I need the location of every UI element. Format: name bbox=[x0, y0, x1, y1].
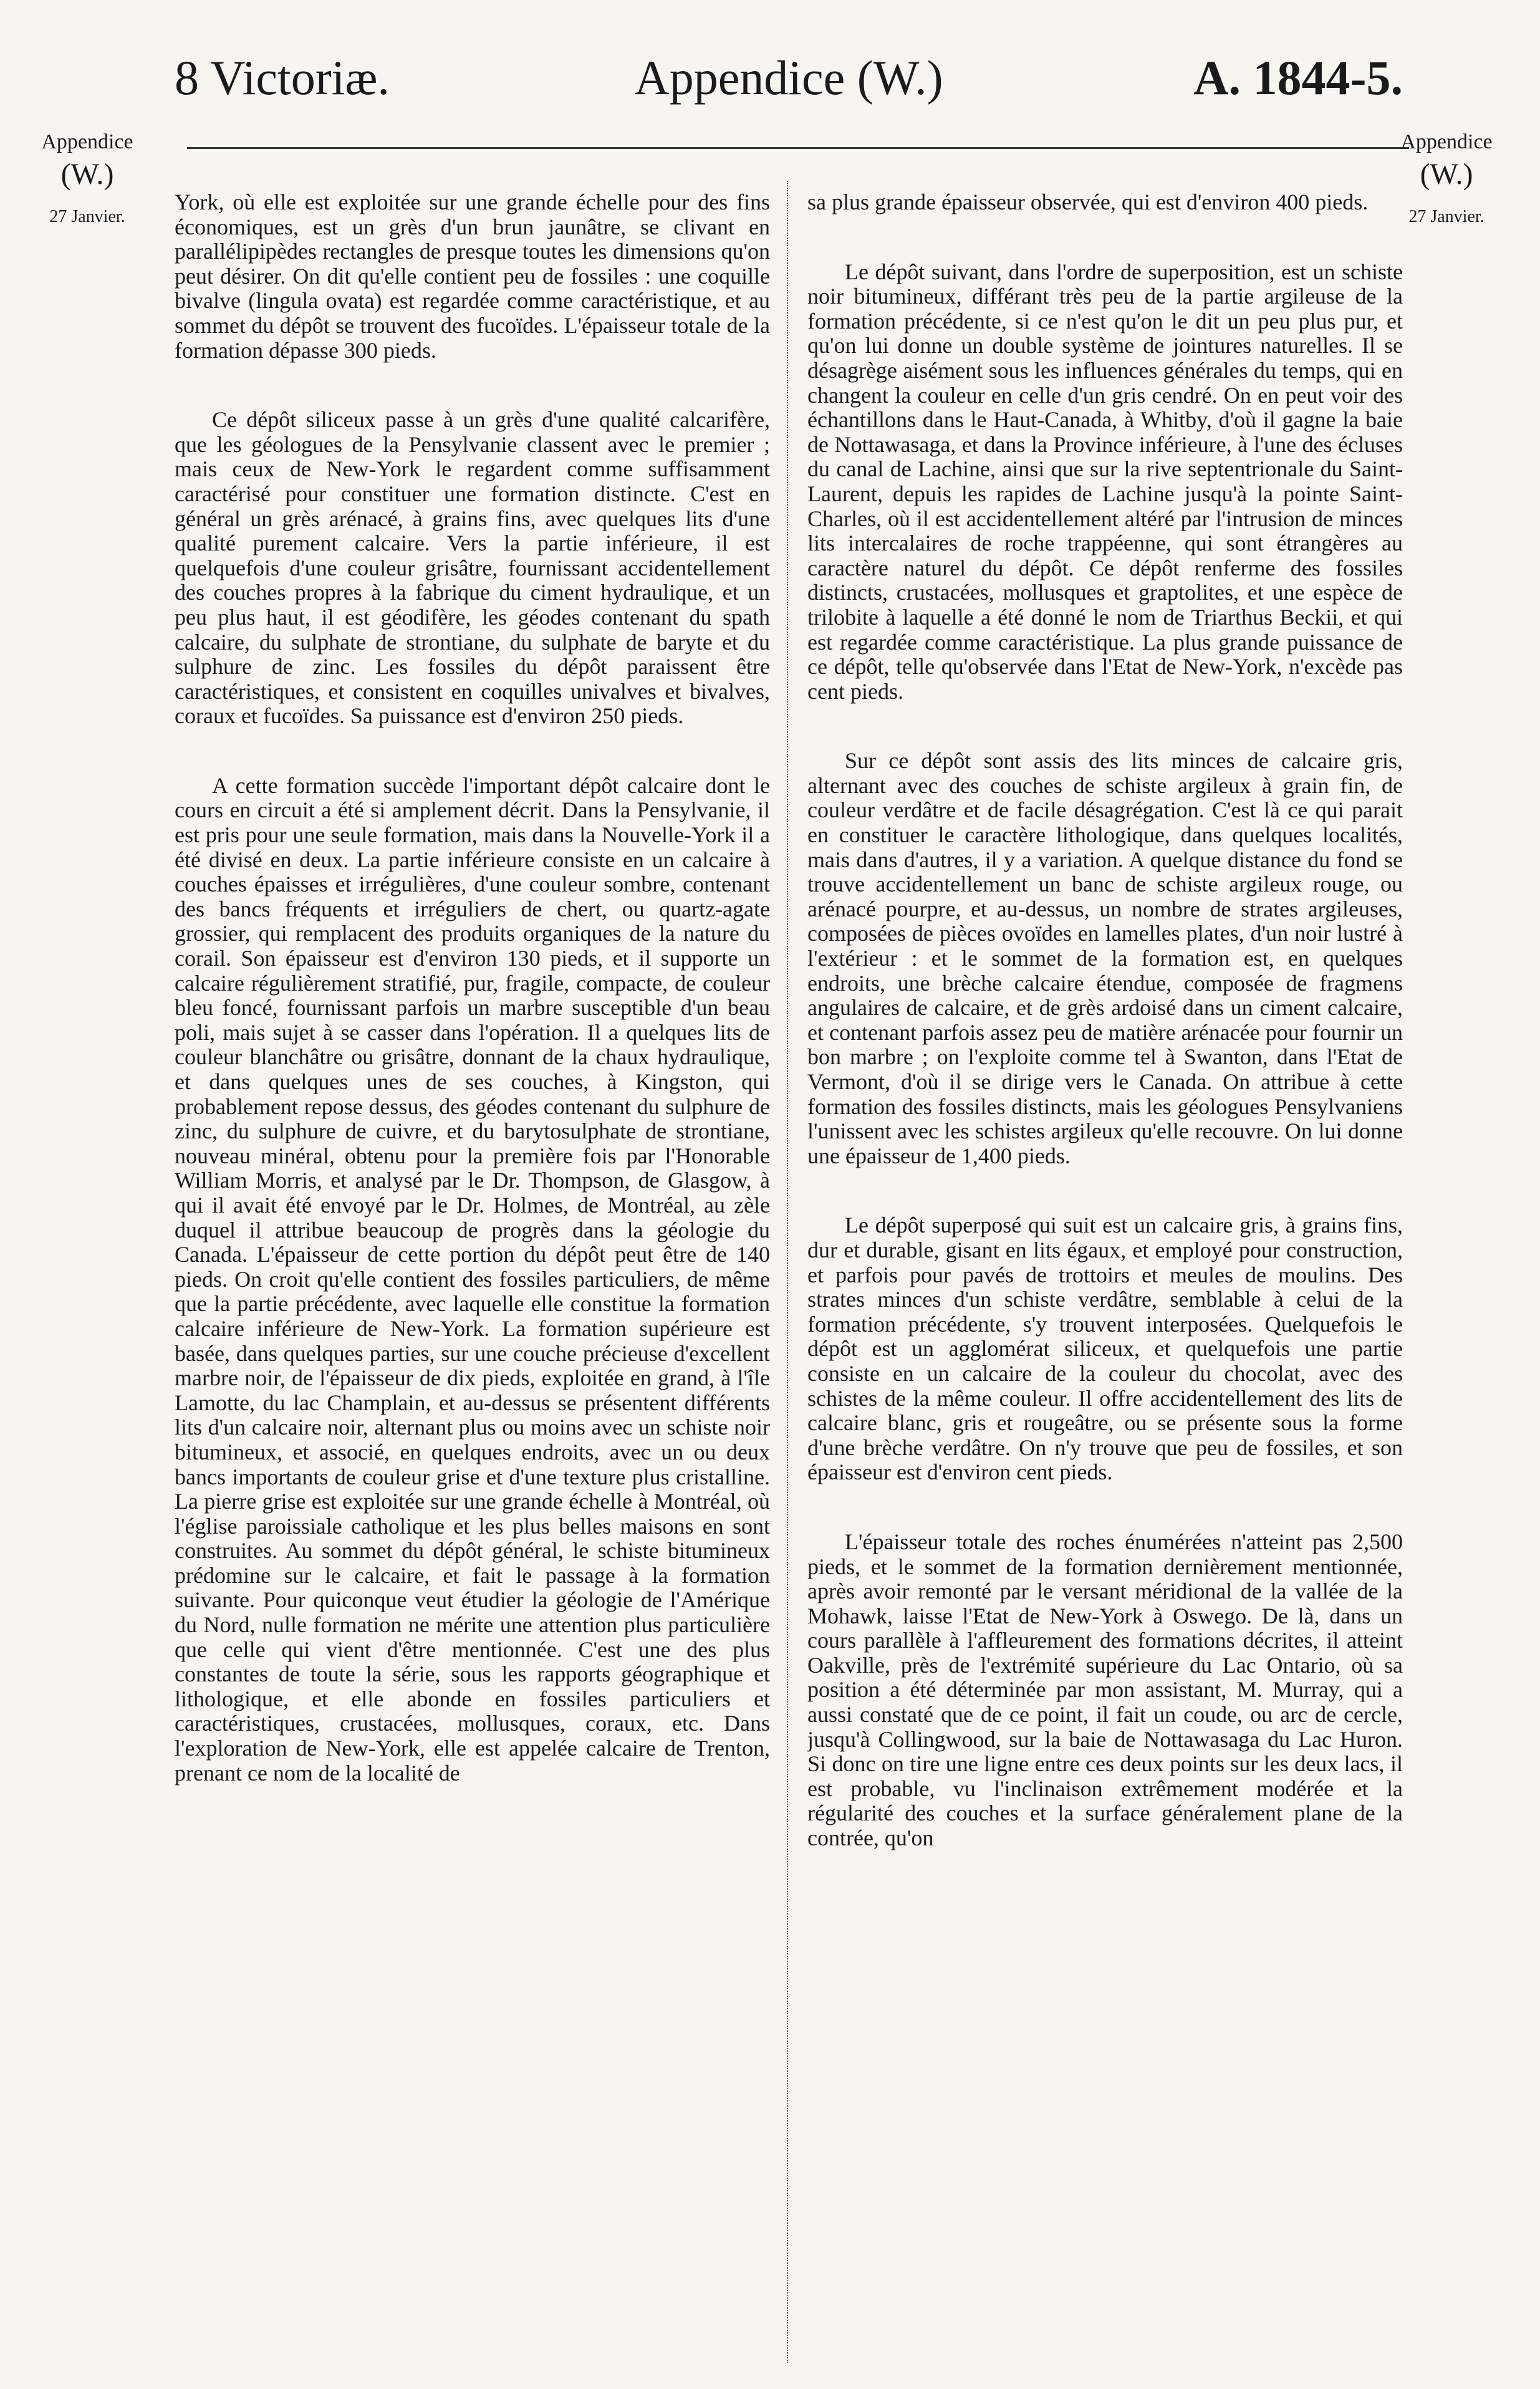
margin-bracket-right: (W.) bbox=[1420, 158, 1473, 191]
margin-label-right: Appendice bbox=[1400, 130, 1493, 153]
paragraph: A cette formation succède l'important dépôt calcaire dont le cours en circuit a été si amplement décrit. Dans la Pensylvanie, il est pris pour une seule formation, mais dans la Nouvelle-York il a été divisé en deux. La partie inférieure consiste en un calcaire à couches épaisses et irrégulières, d'une couleur sombre, contenant des bancs fréquents et irréguliers de chert, ou quartz-agate grossier, qui remplacent des produits organiques de la nature du corail. Son épaisseur est d'environ 130 pieds, et il supporte un calcaire régulièrement stratifié, pur, fragile, compacte, de couleur bleu foncé, fournissant parfois un marbre susceptible d'un beau poli, mais sujet à se casser dans l'opération. Il a quelques lits de couleur blanchâtre ou grisâtre, donnant de la chaux hydraulique, et dans quelques unes de ses couches, à Kingston, qui probablement repose dessus, des géodes contenant du sulphure de zinc, du sulphure de cuivre, et du barytosulphate de strontiane, nouveau minéral, obtenu pour la première fois par l'Honorable William Morris, et analysé par le Dr. Thompson, de Glasgow, à qui il avait été envoyé par le Dr. Holmes, de Montréal, au zèle duquel il attribue beaucoup de progrès dans la géologie du Canada. L'épaisseur de cette portion du dépôt peut être de 140 pieds. On croit qu'elle contient des fossiles particuliers, de même que la partie précédente, avec laquelle elle constitue la formation calcaire inférieure de New-York. La formation supérieure est basée, dans quelques parties, sur une couche précieuse d'excellent marbre noir, de l'épaisseur de dix pieds, exploitée en grand, à l'île Lamotte, du lac Champlain, et au-dessus se présentent différents lits d'un calcaire noir, alternant plus ou moins avec un schiste noir bitumineux, et associé, en quelques endroits, avec un ou deux bancs importants de couleur grise et d'une texture plus cristalline. La pierre grise est exploitée sur une grande échelle à Montréal, où l'église paroissiale catholique et les plus belles maisons en sont construites. Au sommet du dépôt général, le schiste bitumineux prédomine sur le calcaire, et fait le passage à la formation suivante. Pour quiconque veut étudier la géologie de l'Amérique du Nord, nulle formation ne mérite une attention plus particulière que celle qui vient d'être mentionnée. C'est une des plus constantes de toute la série, sous les rapports géographique et lithologique, et elle abonde en fossiles particuliers et caractéristiques, crustacées, mollusques, coraux, etc. Dans l'exploration de New-York, elle est appelée calcaire de Trenton, prenant ce nom de la localité de bbox=[175, 772, 770, 1786]
column-divider bbox=[787, 181, 788, 2363]
header-appendix-title: Appendice (W.) bbox=[634, 50, 943, 105]
margin-note-left bbox=[25, 128, 150, 231]
header-year: A. 1844-5. bbox=[1193, 50, 1403, 105]
paragraph: Le dépôt superposé qui suit est un calcaire gris, à grains fins, dur et durable, gisant en lits égaux, et employé pour construction, et parfois pour pavés de trottoirs et meules de moulins. Des strates minces d'un schiste verdâtre, semblable à celui de la formation précédente, s'y trouvent interposées. Quelquefois le dépôt est un agglomérat siliceux, et quelquefois une partie consiste en un calcaire de la couleur du chocolat, avec des schistes de la même couleur. Il offre accidentellement des lits de calcaire blanc, gris et rougeâtre, ou se présente sous la forme d'une brèche verdâtre. On n'y trouve que peu de fossiles, et son épaisseur est d'environ cent pieds. bbox=[807, 1213, 1403, 1485]
paragraph: sa plus grande épaisseur observée, qui est d'environ 400 pieds. bbox=[807, 190, 1369, 214]
margin-date-right: 27 Janvier. bbox=[1408, 207, 1485, 226]
paragraph: Le dépôt suivant, dans l'ordre de superposition, est un schiste noir bitumineux, différant très peu de la partie argileuse de la formation précédente, si ce n'est qu'on le dit un peu plus pur, et qu'on lui donne un double système de jointures naturelles. Il se désagrège aisément sous les influences générales du temps, qui en changent la couleur en celle d'un gris cendré. On en peut voir des échantillons dans le Haut-Canada, à Whitby, d'où il gagne la baie de Nottawasaga, et dans la Province inférieure, à l'une des écluses du canal de Lachine, ainsi que sur la rive septentrionale du Saint-Laurent, depuis les rapides de Lachine jusqu'à la pointe Saint-Charles, où il est accidentellement altéré par l'intrusion de minces lits intercalaires de roche trappéenne, qui sont étrangères au caractère naturel du dépôt. Ce dépôt renferme des fossiles distincts, crustacées, mollusques et graptolites, et une espèce de trilobite à laquelle a été donné le nom de Triarthus Beckii, et qui est regardée comme caractéristique. La plus grande puissance de ce dépôt, telle qu'observée dans l'Etat de New-York, n'excède pas cent pieds. bbox=[807, 259, 1403, 704]
margin-label-left: Appendice bbox=[41, 130, 133, 153]
paragraph: York, où elle est exploitée sur une grande échelle pour des fins économiques, est un grès d'un brun jaunâtre, se clivant en parallélipipèdes rectangles de presque toutes les dimensions qu'on peut désirer. On dit qu'elle contient peu de fossiles : une coquille bivalve (lingula ovata) est regardée comme caractéristique, et au sommet du dépôt se trouvent des fucoïdes. L'épaisseur totale de la formation dépasse 300 pieds. bbox=[175, 190, 770, 363]
left-column bbox=[175, 190, 770, 2360]
margin-date-left: 27 Janvier. bbox=[49, 207, 125, 226]
paragraph: L'épaisseur totale des roches énumérées n'atteint pas 2,500 pieds, et le sommet de la formation dernièrement mentionnée, après avoir remonté par le versant méridional de la vallée de la Mohawk, laisse l'Etat de New-York à Oswego. De là, dans un cours parallèle à l'affleurement des formations décrites, il atteint Oakville, près de l'extrémité supérieure du Lac Ontario, où sa position a été déterminée par mon assistant, M. Murray, qui a aussi constaté que de ce point, il fait un coude, ou arc de cercle, jusqu'à Collingwood, sur la baie de Nottawasaga du Lac Huron. Si donc on tire une ligne entre ces deux points sur les deux lacs, il est probable, vu l'inclinaison extrêmement modérée et la régularité des couches et la surface généralement plane de la contrée, qu'on bbox=[807, 1529, 1403, 1851]
header-rule bbox=[187, 147, 1409, 149]
margin-bracket-left: (W.) bbox=[60, 158, 114, 191]
paragraph: Ce dépôt siliceux passe à un grès d'une qualité calcarifère, que les géologues de la Pensylvanie classent avec le premier ; mais ceux de New-York le regardent comme suffisamment caractérisé pour constituer une formation distincte. C'est en général un grès arénacé, à grains fins, avec quelques lits d'une qualité purement calcaire. Vers la partie inférieure, il est quelquefois d'une couleur grisâtre, fournissant accidentellement des couches propres à la fabrique du ciment hydraulique, et un peu plus haut, il est géodifère, les géodes contenant du spath calcaire, du sulphate de strontiane, du sulphate de baryte et du sulphure de zinc. Les fossiles du dépôt paraissent être caractéristiques, et consistent en coquilles univalves et bivalves, coraux et fucoïdes. Sa puissance est d'environ 250 pieds. bbox=[175, 407, 770, 729]
right-column bbox=[807, 190, 1403, 2360]
header-session: 8 Victoriæ. bbox=[175, 50, 390, 105]
paragraph: Sur ce dépôt sont assis des lits minces de calcaire gris, alternant avec des couches de schiste argileux à grain fin, de couleur verdâtre et de facile désagrégation. C'est là ce qui parait en constituer le caractère lithologique, dans quelques localités, mais dans d'autres, il y a variation. A quelque distance du fond se trouve accidentellement un banc de schiste argileux rouge, ou arénacé pourpre, et au-dessus, un nombre de strates argileuses, composées de pièces ovoïdes en lamelles plates, d'un noir lustré à l'extérieur : et le sommet de la formation est, en quelques endroits, une brèche calcaire étendue, composée de fragmens angulaires de calcaire, et de grès ardoisé dans un ciment calcaire, et contenant parfois assez peu de matière arénacée pour fournir un bon marbre ; on l'exploite comme tel à Swanton, dans l'Etat de Vermont, d'où il se dirige vers le Canada. On attribue à cette formation des fossiles distincts, mais les géologues Pensylvaniens l'unissent avec les schistes argileux qu'elle recouvre. On lui donne une épaisseur de 1,400 pieds. bbox=[807, 748, 1403, 1168]
margin-note-right bbox=[1384, 128, 1509, 231]
running-header bbox=[175, 44, 1403, 112]
